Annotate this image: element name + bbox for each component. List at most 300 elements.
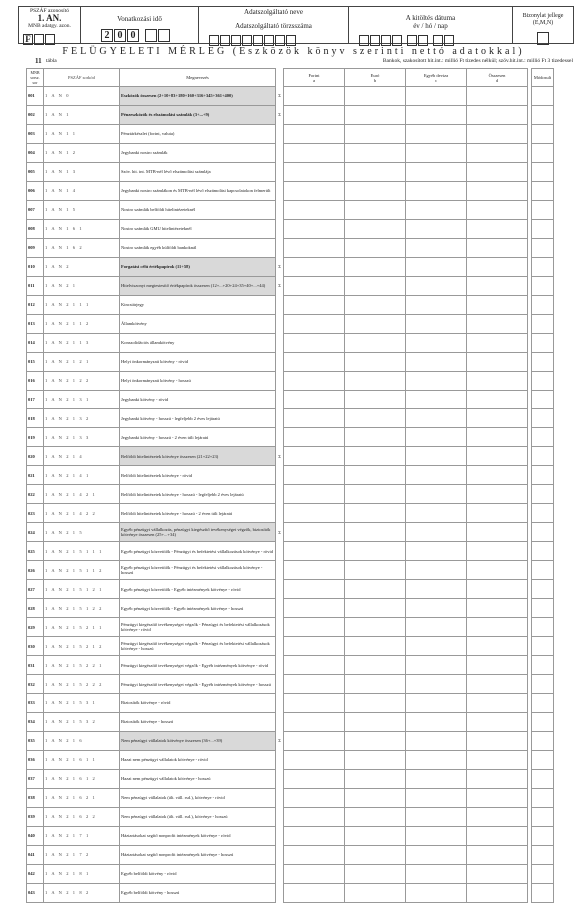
- total-value-cell[interactable]: [467, 580, 528, 599]
- total-value-cell[interactable]: [467, 694, 528, 713]
- other-fx-value-cell[interactable]: [406, 485, 467, 504]
- other-fx-value-cell[interactable]: [406, 883, 467, 902]
- euro-value-cell[interactable]: [345, 371, 406, 390]
- date-box[interactable]: [381, 35, 391, 46]
- method-cell[interactable]: [532, 200, 554, 219]
- row-name: Nostro számlák GMU hitelintézeteknél: [120, 219, 276, 238]
- forint-value-cell[interactable]: [284, 124, 345, 143]
- row-name: Hazai nem pénzügyi vállalatok kötvénye - hosszú: [120, 769, 276, 788]
- row-code: 1 A N 2 1 4 1: [44, 466, 120, 485]
- total-value-cell[interactable]: [467, 276, 528, 295]
- other-fx-value-cell[interactable]: [406, 143, 467, 162]
- row-code: 1 A N 2 1 5 2 1 2: [44, 637, 120, 656]
- forint-value-cell[interactable]: [284, 788, 345, 807]
- euro-value-cell[interactable]: [345, 769, 406, 788]
- euro-value-cell[interactable]: [345, 485, 406, 504]
- row-name: Szöv. hit. int. MTB-nél lévő elszámolási számlája: [120, 162, 276, 181]
- mnb-label: MNB adatgy. azon.: [28, 23, 71, 29]
- method-cell[interactable]: [532, 105, 554, 124]
- euro-value-cell[interactable]: [345, 637, 406, 656]
- other-fx-value-cell[interactable]: [406, 694, 467, 713]
- total-value-cell[interactable]: [467, 845, 528, 864]
- mnb-box-3[interactable]: [45, 34, 55, 45]
- period-digit-5[interactable]: [158, 29, 170, 42]
- forint-value-cell[interactable]: [284, 731, 345, 750]
- row-number: 027: [27, 580, 44, 599]
- total-value-cell[interactable]: [467, 466, 528, 485]
- euro-value-cell[interactable]: [345, 807, 406, 826]
- other-fx-value-cell[interactable]: [406, 580, 467, 599]
- other-fx-value-cell[interactable]: [406, 561, 467, 580]
- euro-value-cell[interactable]: [345, 504, 406, 523]
- method-cell[interactable]: [532, 675, 554, 694]
- row-name: Nem pénzügyi vállalatok (ált. váll. rsd.), kötvénye - hosszú: [120, 807, 276, 826]
- method-cell[interactable]: [532, 883, 554, 902]
- euro-value-cell[interactable]: [345, 333, 406, 352]
- reg-box[interactable]: [275, 35, 285, 46]
- forint-value-cell[interactable]: [284, 143, 345, 162]
- forint-value-cell[interactable]: [284, 200, 345, 219]
- euro-value-cell[interactable]: [345, 845, 406, 864]
- form-code: 1. AN.: [37, 13, 62, 23]
- date-box[interactable]: [359, 35, 369, 46]
- euro-value-cell[interactable]: [345, 124, 406, 143]
- forint-value-cell[interactable]: [284, 883, 345, 902]
- row-name: Egyéb pénzügyi vállalkozás, pénzügyi kiegészítő tevékenységet végzők, biztosítók kötvénye összesen (25+...+34): [120, 523, 276, 542]
- method-cell[interactable]: [532, 807, 554, 826]
- row-number: 002: [27, 105, 44, 124]
- method-cell[interactable]: [532, 731, 554, 750]
- row-name: Egyéb belföldi kötvény - rövid: [120, 864, 276, 883]
- forint-value-cell[interactable]: [284, 409, 345, 428]
- forint-value-cell[interactable]: [284, 238, 345, 257]
- euro-value-cell[interactable]: [345, 447, 406, 466]
- euro-value-cell[interactable]: [345, 87, 406, 106]
- method-cell[interactable]: [532, 371, 554, 390]
- method-cell[interactable]: [532, 656, 554, 675]
- forint-value-cell[interactable]: [284, 181, 345, 200]
- row-name: Háztartásokat segítő nonprofit intézmények kötvénye - rövid: [120, 826, 276, 845]
- reg-box[interactable]: [253, 35, 263, 46]
- method-cell[interactable]: [532, 143, 554, 162]
- total-value-cell[interactable]: [467, 105, 528, 124]
- other-fx-value-cell[interactable]: [406, 656, 467, 675]
- euro-value-cell[interactable]: [345, 200, 406, 219]
- table-row: [27, 769, 554, 788]
- total-value-cell[interactable]: [467, 238, 528, 257]
- method-cell[interactable]: [532, 712, 554, 731]
- row-number: 003: [27, 124, 44, 143]
- other-fx-value-cell[interactable]: [406, 333, 467, 352]
- forint-value-cell[interactable]: [284, 466, 345, 485]
- other-fx-value-cell[interactable]: [406, 87, 467, 106]
- period-digit-2[interactable]: 0: [114, 29, 126, 42]
- report-type-box[interactable]: [537, 32, 549, 45]
- sum-sigma: Σ: [278, 738, 281, 744]
- other-fx-value-cell[interactable]: [406, 428, 467, 447]
- euro-value-cell[interactable]: [345, 238, 406, 257]
- euro-value-cell[interactable]: [345, 656, 406, 675]
- euro-value-cell[interactable]: [345, 466, 406, 485]
- method-cell[interactable]: [532, 637, 554, 656]
- euro-value-cell[interactable]: [345, 712, 406, 731]
- other-fx-value-cell[interactable]: [406, 731, 467, 750]
- total-value-cell[interactable]: [467, 428, 528, 447]
- other-fx-value-cell[interactable]: [406, 314, 467, 333]
- period-digit-1[interactable]: 2: [101, 29, 113, 42]
- period-digit-4[interactable]: [145, 29, 157, 42]
- forint-value-cell[interactable]: [284, 750, 345, 769]
- total-value-cell[interactable]: [467, 447, 528, 466]
- forint-value-cell[interactable]: [284, 769, 345, 788]
- forint-value-cell[interactable]: [284, 352, 345, 371]
- euro-value-cell[interactable]: [345, 788, 406, 807]
- row-name: Háztartásokat segítő nonprofit intézmények kötvénye - hosszú: [120, 845, 276, 864]
- row-code: 1 A N 2 1 1 1: [44, 295, 120, 314]
- total-value-cell[interactable]: [467, 542, 528, 561]
- forint-value-cell[interactable]: [284, 807, 345, 826]
- forint-value-cell[interactable]: [284, 523, 345, 542]
- date-box[interactable]: [444, 35, 454, 46]
- total-value-cell[interactable]: [467, 637, 528, 656]
- row-number: 019: [27, 428, 44, 447]
- total-value-cell[interactable]: [467, 750, 528, 769]
- row-name: Hitelviszonyt megtestesítő értékpapírok összesen (12+...+20+24+35+40+...+44): [120, 276, 276, 295]
- method-cell[interactable]: [532, 466, 554, 485]
- method-cell[interactable]: [532, 124, 554, 143]
- other-fx-value-cell[interactable]: [406, 637, 467, 656]
- euro-value-cell[interactable]: [345, 428, 406, 447]
- method-cell[interactable]: [532, 314, 554, 333]
- total-value-cell[interactable]: [467, 124, 528, 143]
- other-fx-value-cell[interactable]: [406, 105, 467, 124]
- forint-value-cell[interactable]: [284, 599, 345, 618]
- other-fx-value-cell[interactable]: [406, 788, 467, 807]
- method-cell[interactable]: [532, 295, 554, 314]
- method-cell[interactable]: [532, 390, 554, 409]
- total-value-cell[interactable]: [467, 561, 528, 580]
- date-box[interactable]: [407, 35, 417, 46]
- forint-value-cell[interactable]: [284, 675, 345, 694]
- reg-box[interactable]: [286, 35, 296, 46]
- table-row: [27, 637, 554, 656]
- other-fx-value-cell[interactable]: [406, 750, 467, 769]
- method-cell[interactable]: [532, 561, 554, 580]
- other-fx-value-cell[interactable]: [406, 181, 467, 200]
- forint-value-cell[interactable]: [284, 87, 345, 106]
- method-cell[interactable]: [532, 618, 554, 637]
- table-row: [27, 143, 554, 162]
- euro-value-cell[interactable]: [345, 883, 406, 902]
- other-fx-value-cell[interactable]: [406, 826, 467, 845]
- other-fx-value-cell[interactable]: [406, 523, 467, 542]
- other-fx-value-cell[interactable]: [406, 124, 467, 143]
- method-cell[interactable]: [532, 219, 554, 238]
- total-value-cell[interactable]: [467, 352, 528, 371]
- method-cell[interactable]: [532, 333, 554, 352]
- total-value-cell[interactable]: [467, 599, 528, 618]
- total-value-cell[interactable]: [467, 523, 528, 542]
- total-value-cell[interactable]: [467, 504, 528, 523]
- forint-value-cell[interactable]: [284, 162, 345, 181]
- euro-value-cell[interactable]: [345, 314, 406, 333]
- forint-value-cell[interactable]: [284, 257, 345, 276]
- other-fx-value-cell[interactable]: [406, 599, 467, 618]
- total-value-cell[interactable]: [467, 731, 528, 750]
- other-fx-value-cell[interactable]: [406, 864, 467, 883]
- method-cell[interactable]: [532, 599, 554, 618]
- table-row: [27, 485, 554, 504]
- total-value-cell[interactable]: [467, 675, 528, 694]
- method-cell[interactable]: [532, 864, 554, 883]
- other-fx-value-cell[interactable]: [406, 276, 467, 295]
- row-number: 018: [27, 409, 44, 428]
- forint-value-cell[interactable]: [284, 485, 345, 504]
- row-number: 042: [27, 864, 44, 883]
- euro-value-cell[interactable]: [345, 599, 406, 618]
- table-row: [27, 807, 554, 826]
- forint-value-cell[interactable]: [284, 542, 345, 561]
- forint-value-cell[interactable]: [284, 845, 345, 864]
- other-fx-value-cell[interactable]: [406, 769, 467, 788]
- other-fx-value-cell[interactable]: [406, 295, 467, 314]
- pszaf-label: PSZÁF azonosító: [30, 8, 69, 14]
- table-row: [27, 523, 554, 542]
- sum-sigma: [276, 181, 284, 200]
- row-number: 005: [27, 162, 44, 181]
- total-value-cell[interactable]: [467, 87, 528, 106]
- other-fx-value-cell[interactable]: [406, 504, 467, 523]
- forint-value-cell[interactable]: [284, 105, 345, 124]
- other-fx-value-cell[interactable]: [406, 390, 467, 409]
- row-code: 1 A N 2 1 5 3 2: [44, 712, 120, 731]
- row-number: 030: [27, 637, 44, 656]
- row-code: 1 A N 2 1 5 2 1 1: [44, 618, 120, 637]
- total-value-cell[interactable]: [467, 162, 528, 181]
- method-cell[interactable]: [532, 485, 554, 504]
- total-value-cell[interactable]: [467, 807, 528, 826]
- euro-value-cell[interactable]: [345, 694, 406, 713]
- reg-box[interactable]: [231, 35, 241, 46]
- other-fx-value-cell[interactable]: [406, 200, 467, 219]
- other-fx-value-cell[interactable]: [406, 371, 467, 390]
- mnb-box-2[interactable]: [34, 34, 44, 45]
- date-box[interactable]: [433, 35, 443, 46]
- method-cell[interactable]: [532, 447, 554, 466]
- other-fx-value-cell[interactable]: [406, 162, 467, 181]
- method-cell[interactable]: [532, 352, 554, 371]
- euro-value-cell[interactable]: [345, 105, 406, 124]
- total-value-cell[interactable]: [467, 409, 528, 428]
- total-value-cell[interactable]: [467, 390, 528, 409]
- fill-date-cell: [349, 7, 513, 43]
- other-fx-value-cell[interactable]: [406, 712, 467, 731]
- other-fx-value-cell[interactable]: [406, 447, 467, 466]
- forint-value-cell[interactable]: [284, 295, 345, 314]
- total-value-cell[interactable]: [467, 656, 528, 675]
- euro-value-cell[interactable]: [345, 181, 406, 200]
- euro-value-cell[interactable]: [345, 257, 406, 276]
- forint-value-cell[interactable]: [284, 314, 345, 333]
- forint-value-cell[interactable]: [284, 447, 345, 466]
- method-cell[interactable]: [532, 181, 554, 200]
- euro-value-cell[interactable]: [345, 295, 406, 314]
- method-cell[interactable]: [532, 276, 554, 295]
- euro-value-cell[interactable]: [345, 542, 406, 561]
- forint-value-cell[interactable]: [284, 618, 345, 637]
- euro-value-cell[interactable]: [345, 409, 406, 428]
- other-fx-value-cell[interactable]: [406, 219, 467, 238]
- method-cell[interactable]: [532, 409, 554, 428]
- other-fx-value-cell[interactable]: [406, 238, 467, 257]
- euro-value-cell[interactable]: [345, 675, 406, 694]
- sum-sigma: Σ: [278, 283, 281, 289]
- date-box[interactable]: [392, 35, 402, 46]
- method-cell[interactable]: [532, 428, 554, 447]
- method-cell[interactable]: [532, 750, 554, 769]
- row-code: 1 A N 2 1 3 2: [44, 409, 120, 428]
- date-box[interactable]: [418, 35, 428, 46]
- unit-subtitle: Bankok, szakosított hit.int.: millió Ft tizedes nélkül; szöv.hit.int.: millió Ft 3 tizedessel: [382, 58, 573, 64]
- euro-value-cell[interactable]: [345, 276, 406, 295]
- forint-value-cell[interactable]: [284, 390, 345, 409]
- other-fx-value-cell[interactable]: [406, 618, 467, 637]
- table-row: [27, 731, 554, 750]
- sum-sigma: [276, 750, 284, 769]
- row-name: Pénzeszközök és elszámolási számlák (3+...+9): [120, 105, 276, 124]
- euro-value-cell[interactable]: [345, 523, 406, 542]
- sum-sigma: [276, 124, 284, 143]
- total-value-cell[interactable]: [467, 200, 528, 219]
- total-value-cell[interactable]: [467, 295, 528, 314]
- forint-value-cell[interactable]: [284, 826, 345, 845]
- method-cell[interactable]: [532, 238, 554, 257]
- total-value-cell[interactable]: [467, 219, 528, 238]
- method-cell[interactable]: [532, 542, 554, 561]
- other-fx-value-cell[interactable]: [406, 352, 467, 371]
- euro-value-cell[interactable]: [345, 162, 406, 181]
- sum-sigma: [276, 238, 284, 257]
- total-value-cell[interactable]: [467, 883, 528, 902]
- row-code: 1 A N 2 1 5: [44, 523, 120, 542]
- method-cell[interactable]: [532, 257, 554, 276]
- row-code: 1 A N 2 1 2 2: [44, 371, 120, 390]
- forint-value-cell[interactable]: [284, 580, 345, 599]
- forint-value-cell[interactable]: [284, 656, 345, 675]
- total-value-cell[interactable]: [467, 333, 528, 352]
- forint-value-cell[interactable]: [284, 864, 345, 883]
- forint-value-cell[interactable]: [284, 219, 345, 238]
- method-cell[interactable]: [532, 788, 554, 807]
- row-code: 1 A N 2 1 5 2 2 2: [44, 675, 120, 694]
- euro-value-cell[interactable]: [345, 618, 406, 637]
- table-row: [27, 257, 554, 276]
- method-cell[interactable]: [532, 523, 554, 542]
- forint-value-cell[interactable]: [284, 561, 345, 580]
- total-value-cell[interactable]: [467, 143, 528, 162]
- row-name: Egyéb pénzügyi közvetítők - Egyéb intézmények kötvénye - hosszú: [120, 599, 276, 618]
- row-code: 1 A N 2 1 8 1: [44, 864, 120, 883]
- row-number: 022: [27, 485, 44, 504]
- total-value-cell[interactable]: [467, 826, 528, 845]
- date-box[interactable]: [370, 35, 380, 46]
- other-fx-value-cell[interactable]: [406, 409, 467, 428]
- row-code: 1 A N 2 1 4: [44, 447, 120, 466]
- method-cell[interactable]: [532, 504, 554, 523]
- forint-value-cell[interactable]: [284, 504, 345, 523]
- sum-sigma: Σ: [278, 93, 281, 99]
- total-value-cell[interactable]: [467, 485, 528, 504]
- total-value-cell[interactable]: [467, 314, 528, 333]
- forint-value-cell[interactable]: [284, 712, 345, 731]
- period-digit-3[interactable]: 0: [127, 29, 139, 42]
- method-cell[interactable]: [532, 769, 554, 788]
- reg-box[interactable]: [220, 35, 230, 46]
- reg-box[interactable]: [264, 35, 274, 46]
- forint-value-cell[interactable]: [284, 637, 345, 656]
- f-letter-box[interactable]: F: [23, 34, 33, 45]
- report-type-label: Bizonylat jellege (E,M,N): [522, 13, 564, 26]
- euro-value-cell[interactable]: [345, 750, 406, 769]
- total-value-cell[interactable]: [467, 712, 528, 731]
- forint-value-cell[interactable]: [284, 333, 345, 352]
- total-value-cell[interactable]: [467, 618, 528, 637]
- method-cell[interactable]: [532, 826, 554, 845]
- other-fx-value-cell[interactable]: [406, 466, 467, 485]
- other-fx-value-cell[interactable]: [406, 257, 467, 276]
- total-value-cell[interactable]: [467, 181, 528, 200]
- method-cell[interactable]: [532, 87, 554, 106]
- euro-value-cell[interactable]: [345, 219, 406, 238]
- forint-value-cell[interactable]: [284, 694, 345, 713]
- forint-value-cell[interactable]: [284, 428, 345, 447]
- row-name: Helyi önkormányzati kötvény - rövid: [120, 352, 276, 371]
- euro-value-cell[interactable]: [345, 731, 406, 750]
- row-code: 1 A N 2 1 1 2: [44, 314, 120, 333]
- reg-box[interactable]: [242, 35, 252, 46]
- euro-value-cell[interactable]: [345, 864, 406, 883]
- row-name: Pénzügyi kiegészítő tevékenységet végzők - Egyéb intézmények kötvénye - hosszú: [120, 675, 276, 694]
- table-row: [27, 618, 554, 637]
- row-number: 028: [27, 599, 44, 618]
- euro-value-cell[interactable]: [345, 143, 406, 162]
- euro-value-cell[interactable]: [345, 561, 406, 580]
- euro-value-cell[interactable]: [345, 826, 406, 845]
- total-value-cell[interactable]: [467, 788, 528, 807]
- other-fx-value-cell[interactable]: [406, 675, 467, 694]
- total-value-cell[interactable]: [467, 257, 528, 276]
- other-fx-value-cell[interactable]: [406, 845, 467, 864]
- total-value-cell[interactable]: [467, 769, 528, 788]
- forint-value-cell[interactable]: [284, 371, 345, 390]
- method-cell[interactable]: [532, 162, 554, 181]
- euro-value-cell[interactable]: [345, 352, 406, 371]
- method-cell[interactable]: [532, 694, 554, 713]
- total-value-cell[interactable]: [467, 864, 528, 883]
- euro-value-cell[interactable]: [345, 390, 406, 409]
- total-value-cell[interactable]: [467, 371, 528, 390]
- other-fx-value-cell[interactable]: [406, 542, 467, 561]
- table-row: [27, 599, 554, 618]
- method-cell[interactable]: [532, 845, 554, 864]
- reg-box[interactable]: [209, 35, 219, 46]
- row-code: 1 A N 1 2: [44, 143, 120, 162]
- method-cell[interactable]: [532, 580, 554, 599]
- euro-value-cell[interactable]: [345, 580, 406, 599]
- forint-value-cell[interactable]: [284, 276, 345, 295]
- sum-sigma: [276, 826, 284, 845]
- other-fx-value-cell[interactable]: [406, 807, 467, 826]
